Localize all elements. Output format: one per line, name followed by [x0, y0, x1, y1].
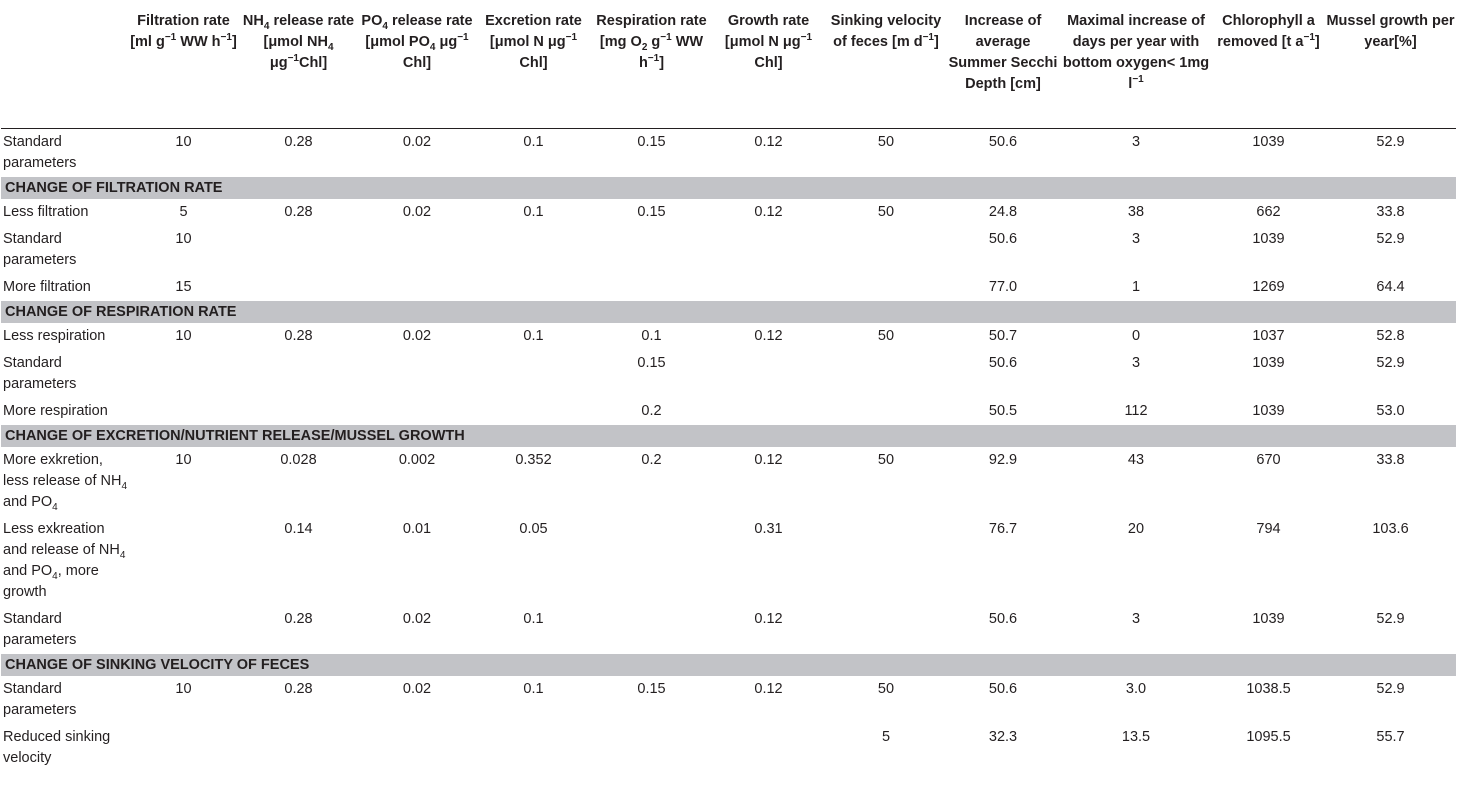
column-header-label	[1, 3, 129, 128]
column-header-respiration: Respiration rate [mg $O_2$ $g^{-1}$ WW $h^{-1}$]	[596, 13, 707, 71]
table-cell-filtration: 10	[175, 680, 192, 697]
table-cell-secchi: 50.6	[988, 133, 1018, 150]
table-row	[1, 724, 1456, 772]
table-row	[1, 323, 1456, 350]
table-cell-excretion: 0.1	[523, 680, 544, 697]
section-title: CHANGE OF SINKING VELOCITY OF FECES	[1, 654, 1456, 676]
table-cell-excretion	[475, 724, 592, 772]
table-cell-mussel: 52.9	[1376, 230, 1405, 247]
table-row	[1, 350, 1456, 398]
table-cell-secchi: 50.6	[988, 610, 1018, 627]
results-table	[1, 3, 1456, 772]
table-cell-filtration: 10	[175, 327, 192, 344]
column-header-growth: Growth rate [μmol N $\mu g^{-1}$ Chl]	[724, 13, 813, 71]
table-cell-filtration: 10	[175, 451, 192, 468]
table-cell-respiration	[592, 516, 711, 606]
column-header-oxygen: Maximal increase of days per year with bottom oxygen< 1mg $l^{-1}$	[1062, 13, 1210, 92]
section-header-row	[1, 301, 1456, 323]
table-cell-growth	[711, 398, 826, 425]
table-cell-nh4: 0.28	[284, 327, 313, 344]
table-cell-secchi: 50.6	[988, 230, 1018, 247]
row-label: More filtration	[3, 278, 91, 295]
table-cell-chl: 1039	[1252, 354, 1285, 371]
table-cell-sinking: 50	[877, 451, 895, 468]
row-label: Standard parameters	[3, 354, 77, 392]
table-cell-nh4	[238, 350, 359, 398]
table-cell-oxygen: 20	[1127, 520, 1145, 537]
table-cell-nh4: 0.028	[280, 451, 317, 468]
table-cell-nh4	[238, 226, 359, 274]
table-cell-secchi: 32.3	[988, 728, 1018, 745]
table-cell-mussel: 103.6	[1372, 520, 1409, 537]
table-cell-sinking: 50	[877, 680, 895, 697]
table-cell-filtration: 10	[175, 133, 192, 150]
row-label: Standard parameters	[3, 230, 77, 268]
table-cell-nh4: 0.28	[284, 610, 313, 627]
table-cell-excretion: 0.1	[523, 203, 544, 220]
column-header-sinking: Sinking velocity of feces [m $d^{-1}$]	[830, 13, 942, 50]
table-cell-oxygen: 3	[1131, 354, 1141, 371]
table-cell-po4	[359, 226, 475, 274]
table-cell-filtration: 5	[179, 203, 188, 220]
column-header-secchi: Increase of average Summer Secchi Depth [cm]	[948, 13, 1058, 92]
table-header	[1, 3, 1456, 128]
table-cell-secchi: 50.5	[988, 402, 1018, 419]
table-cell-growth: 0.12	[754, 133, 783, 150]
table-cell-sinking: 50	[877, 327, 895, 344]
row-label: Less respiration	[3, 327, 106, 344]
table-cell-sinking: 50	[877, 133, 895, 150]
table-cell-mussel: 55.7	[1376, 728, 1405, 745]
table-cell-excretion	[475, 226, 592, 274]
table-cell-oxygen: 13.5	[1121, 728, 1151, 745]
table-cell-mussel: 52.9	[1376, 680, 1405, 697]
section-title: CHANGE OF EXCRETION/NUTRIENT RELEASE/MUSSEL GROWTH	[1, 425, 1456, 447]
table-cell-sinking: 50	[877, 203, 895, 220]
table-cell-excretion: 0.05	[519, 520, 548, 537]
table-cell-nh4	[238, 274, 359, 301]
table-cell-excretion: 0.1	[523, 327, 544, 344]
table-cell-mussel: 64.4	[1376, 278, 1405, 295]
table-cell-growth: 0.12	[754, 451, 783, 468]
table-cell-mussel: 52.8	[1376, 327, 1405, 344]
table-cell-growth	[711, 274, 826, 301]
table-cell-chl: 1039	[1252, 133, 1285, 150]
table-cell-secchi: 50.6	[988, 680, 1018, 697]
column-header-excretion: Excretion rate [μmol N $\mu g^{-1}$ Chl]	[485, 13, 582, 71]
column-header-nh4: $NH_4$ release rate [μmol $NH_4$ $\mu g^{-1}Chl$]	[242, 13, 355, 71]
table-cell-oxygen: 43	[1127, 451, 1145, 468]
table-cell-sinking: 5	[881, 728, 891, 745]
table-row	[1, 676, 1456, 724]
table-cell-oxygen: 1	[1131, 278, 1141, 295]
table-cell-sinking	[826, 606, 946, 654]
table-cell-po4: 0.01	[402, 520, 432, 537]
table-cell-growth	[711, 226, 826, 274]
table-cell-po4	[359, 398, 475, 425]
table-cell-filtration: 10	[175, 230, 192, 247]
table-cell-mussel: 52.9	[1376, 354, 1405, 371]
table-cell-chl: 1039	[1252, 610, 1285, 627]
table-cell-mussel: 33.8	[1376, 451, 1405, 468]
table-cell-oxygen: 3	[1131, 133, 1141, 150]
table-cell-secchi: 77.0	[988, 278, 1018, 295]
table-cell-respiration	[592, 724, 711, 772]
column-header-chl: Chlorophyll a removed [t $a^{-1}$]	[1217, 13, 1320, 50]
table-cell-respiration: 0.2	[641, 402, 662, 419]
table-cell-po4	[359, 274, 475, 301]
table-body	[1, 128, 1456, 772]
table-cell-po4	[359, 724, 475, 772]
table-cell-respiration: 0.15	[637, 203, 666, 220]
section-title: CHANGE OF FILTRATION RATE	[1, 177, 1456, 199]
table-cell-growth	[711, 350, 826, 398]
table-cell-mussel: 33.8	[1376, 203, 1405, 220]
table-cell-filtration: 15	[175, 278, 192, 295]
column-header-mussel: Mussel growth per year[%]	[1326, 13, 1455, 50]
section-header-row	[1, 654, 1456, 676]
table-cell-chl: 1038.5	[1246, 680, 1291, 697]
table-cell-filtration	[129, 724, 238, 772]
table-cell-secchi: 92.9	[988, 451, 1018, 468]
table-cell-secchi: 50.7	[988, 327, 1018, 344]
table-row	[1, 398, 1456, 425]
table-cell-nh4	[238, 398, 359, 425]
table-cell-po4: 0.02	[402, 327, 432, 344]
table-cell-excretion: 0.1	[523, 133, 544, 150]
table-cell-chl: 1269	[1252, 278, 1285, 295]
table-cell-filtration	[129, 350, 238, 398]
table-cell-chl: 1037	[1252, 327, 1285, 344]
table-cell-excretion	[475, 350, 592, 398]
table-row	[1, 199, 1456, 226]
row-label: More respiration	[3, 402, 108, 419]
table-cell-growth	[711, 724, 826, 772]
table-cell-oxygen: 112	[1124, 402, 1148, 419]
table-cell-oxygen: 3	[1131, 230, 1141, 247]
table-cell-secchi: 50.6	[988, 354, 1018, 371]
table-row	[1, 606, 1456, 654]
table-cell-mussel: 52.9	[1376, 133, 1405, 150]
table-cell-secchi: 76.7	[988, 520, 1018, 537]
table-cell-sinking	[826, 516, 946, 606]
table-cell-chl: 670	[1256, 451, 1281, 468]
table-cell-respiration: 0.1	[641, 327, 662, 344]
table-cell-respiration: 0.15	[637, 133, 666, 150]
row-label: Less filtration	[3, 203, 89, 220]
table-cell-excretion	[475, 274, 592, 301]
table-cell-excretion: 0.352	[515, 451, 552, 468]
table-row	[1, 128, 1456, 177]
table-cell-chl: 1095.5	[1246, 728, 1291, 745]
column-header-po4: $PO_4$ release rate [μmol $PO_4$ $\mu g^{-1}$ Chl]	[361, 13, 473, 71]
table-cell-excretion: 0.1	[523, 610, 544, 627]
table-cell-sinking	[826, 274, 946, 301]
table-cell-nh4: 0.28	[284, 680, 313, 697]
table-cell-respiration	[592, 226, 711, 274]
section-header-row	[1, 177, 1456, 199]
table-cell-nh4: 0.28	[284, 203, 313, 220]
table-cell-chl: 794	[1256, 520, 1281, 537]
table-cell-respiration: 0.15	[637, 680, 666, 697]
table-cell-po4	[359, 350, 475, 398]
table-row	[1, 447, 1456, 516]
table-cell-filtration	[129, 606, 238, 654]
row-label: Standard parameters	[3, 680, 77, 718]
row-label: Reduced sinking velocity	[3, 728, 111, 766]
table-cell-respiration: 0.15	[637, 354, 666, 371]
table-cell-sinking	[826, 398, 946, 425]
row-label: Standard parameters	[3, 610, 77, 648]
table-cell-oxygen: 3.0	[1125, 680, 1147, 697]
table-cell-oxygen: 38	[1127, 203, 1145, 220]
table-cell-growth: 0.31	[754, 520, 783, 537]
table-cell-sinking	[826, 226, 946, 274]
section-header-row	[1, 425, 1456, 447]
row-label: More exkretion, less release of $NH_4$ and $PO_4$	[3, 451, 128, 513]
table-cell-oxygen: 0	[1131, 327, 1141, 344]
table-cell-secchi: 24.8	[988, 203, 1018, 220]
table-cell-nh4	[238, 724, 359, 772]
table-cell-nh4: 0.28	[284, 133, 313, 150]
table-cell-respiration	[592, 606, 711, 654]
table-cell-po4: 0.002	[398, 451, 436, 468]
table-cell-sinking	[826, 350, 946, 398]
table-cell-filtration	[129, 398, 238, 425]
table-cell-mussel: 53.0	[1376, 402, 1405, 419]
table-cell-po4: 0.02	[402, 133, 432, 150]
table-cell-oxygen: 3	[1131, 610, 1141, 627]
table-cell-growth: 0.12	[754, 203, 783, 220]
header-row	[1, 3, 1456, 128]
table-cell-chl: 662	[1256, 203, 1281, 220]
table-cell-excretion	[475, 398, 592, 425]
table-cell-nh4: 0.14	[284, 520, 313, 537]
table-cell-growth: 0.12	[754, 680, 783, 697]
row-label: Less exkreation and release of $NH_4$ and $PO_4$, more growth	[3, 520, 126, 600]
table-cell-growth: 0.12	[754, 327, 783, 344]
row-label: Standard parameters	[3, 133, 77, 171]
table-row	[1, 226, 1456, 274]
section-title: CHANGE OF RESPIRATION RATE	[1, 301, 1456, 323]
table-cell-respiration: 0.2	[641, 451, 662, 468]
table-cell-mussel: 52.9	[1376, 610, 1405, 627]
table-cell-filtration	[129, 516, 238, 606]
table-cell-chl: 1039	[1252, 402, 1285, 419]
table-cell-growth: 0.12	[754, 610, 783, 627]
table-row	[1, 516, 1456, 606]
table-cell-po4: 0.02	[402, 680, 432, 697]
table-cell-respiration	[592, 274, 711, 301]
table-cell-po4: 0.02	[402, 203, 432, 220]
table-row	[1, 274, 1456, 301]
table-cell-po4: 0.02	[402, 610, 432, 627]
table-cell-chl: 1039	[1252, 230, 1285, 247]
column-header-filtration: Filtration rate [ml $g^{-1}$ WW $h^{-1}$]	[130, 13, 237, 50]
